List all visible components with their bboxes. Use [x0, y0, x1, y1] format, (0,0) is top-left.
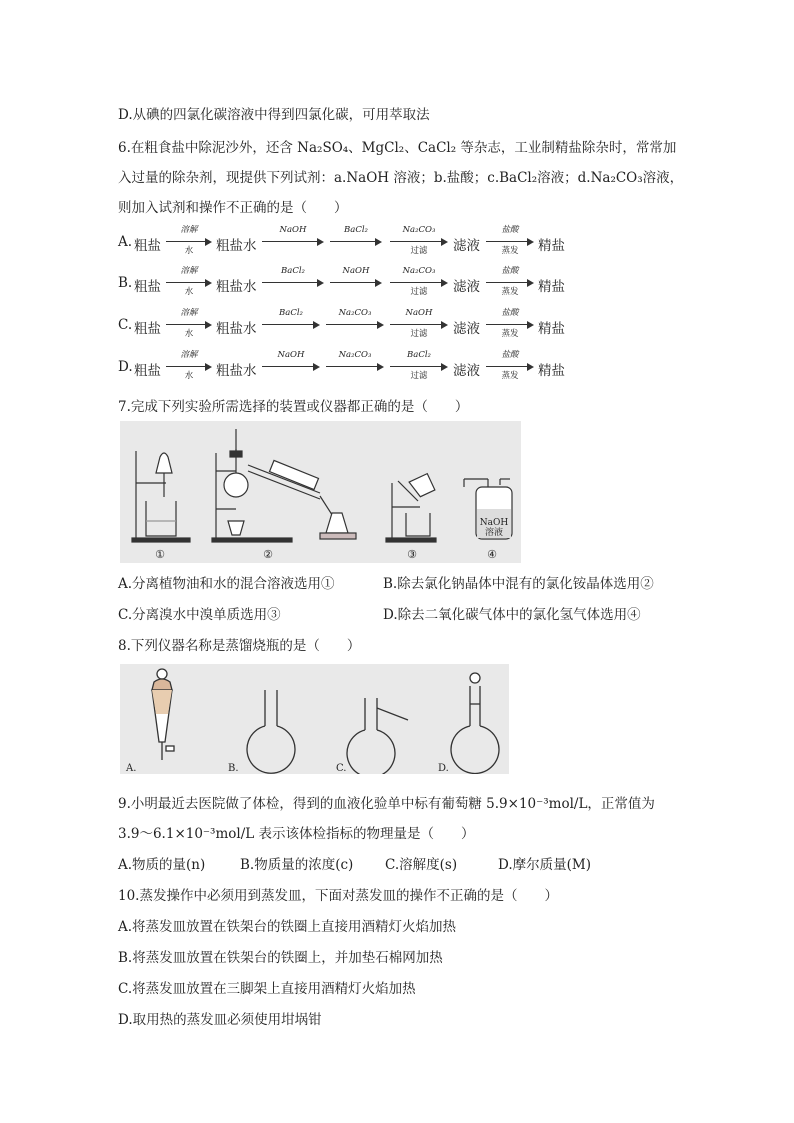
separatory-funnel-icon — [152, 669, 174, 760]
distillation-setup-icon — [212, 429, 356, 542]
flow-filtrate: 滤液 — [453, 279, 480, 295]
flow-start: 粗盐 — [134, 279, 161, 295]
flow-arrow: Na₂CO₃ 过滤 — [390, 225, 448, 259]
apparatus-drawing — [120, 421, 521, 563]
q8-stem: 8.下列仪器名称是蒸馏烧瓶的是（ ） — [118, 638, 361, 654]
flow-mid: 粗盐水 — [216, 279, 257, 295]
flow-filtrate: 滤液 — [453, 321, 480, 337]
volumetric-flask-icon — [451, 673, 499, 773]
round-bottom-flask-icon — [247, 690, 295, 773]
flow-mid: 粗盐水 — [216, 363, 257, 379]
q9-option-d: D.摩尔质量(M) — [498, 857, 591, 873]
flow-arrow: 溶解 水 — [166, 225, 212, 259]
separatory-funnel-setup-icon — [132, 451, 190, 542]
q7-option-b: B.除去氯化钠晶体中混有的氯化铵晶体选用② — [383, 576, 654, 592]
figure-label-a: A. — [126, 763, 137, 774]
q6-option-a — [118, 225, 718, 259]
q9-stem-line-1: 9.小明最近去医院做了体检，得到的血液化验单中标有葡萄糖 5.9×10⁻³mol/L，正常值为 — [118, 796, 655, 812]
flow-end: 精盐 — [538, 238, 565, 254]
q10-option-c: C.将蒸发皿放置在三脚架上直接用酒精灯火焰加热 — [118, 981, 416, 997]
flow-arrow: NaOH — [262, 350, 320, 384]
figure-label-3: ③ — [407, 548, 417, 561]
flow-arrow: BaCl₂ — [262, 308, 320, 342]
figure-label-4: ④ — [487, 548, 497, 561]
q9-option-b: B.物质量的浓度(c) — [240, 857, 354, 873]
flow-arrow: BaCl₂ — [262, 266, 324, 300]
flow-arrow: 溶解 水 — [166, 350, 212, 384]
figure-label-2: ② — [263, 548, 273, 561]
flow-end: 精盐 — [538, 363, 565, 379]
flow-arrow: NaOH — [330, 266, 382, 300]
q10-stem: 10.蒸发操作中必须用到蒸发皿，下面对蒸发皿的操作不正确的是（ ） — [118, 888, 558, 904]
flow-start: 粗盐 — [134, 363, 161, 379]
q9-stem-line-2: 3.9～6.1×10⁻³mol/L 表示该体检指标的物理量是（ ） — [118, 826, 475, 842]
q8-glassware-figure — [120, 664, 509, 774]
figure-label-c: C. — [336, 763, 347, 774]
q6-stem-line-1: 6.在粗食盐中除泥沙外，还含 Na₂SO₄、MgCl₂、CaCl₂ 等杂志，工业制精盐除杂时，常常加 — [118, 140, 677, 156]
q10-option-a: A.将蒸发皿放置在铁架台的铁圈上直接用酒精灯火焰加热 — [118, 919, 457, 935]
q10-option-d: D.取用热的蒸发皿必须使用坩埚钳 — [118, 1012, 322, 1028]
q6-option-c — [118, 308, 718, 342]
flow-arrow: NaOH — [262, 225, 324, 259]
option-letter: A. — [118, 234, 133, 250]
flow-arrow: 溶解 水 — [166, 266, 212, 300]
q6-option-d — [118, 350, 718, 384]
option-letter: D. — [118, 359, 133, 375]
flow-arrow: BaCl₂ — [330, 225, 382, 259]
solution-label: 溶液 — [484, 528, 504, 538]
q7-option-d: D.除去二氧化碳气体中的氯化氢气体选用④ — [383, 607, 641, 623]
distillation-flask-icon — [347, 698, 408, 774]
flow-start: 粗盐 — [134, 238, 161, 254]
q7-option-a: A.分离植物油和水的混合溶液选用① — [118, 576, 335, 592]
q7-option-c: C.分离溴水中溴单质选用③ — [118, 607, 281, 623]
figure-label-d: D. — [438, 763, 449, 774]
option-letter: B. — [118, 275, 133, 291]
naoh-label: NaOH — [479, 518, 509, 528]
q9-option-c: C.溶解度(s) — [385, 857, 458, 873]
option-letter: C. — [118, 317, 133, 333]
flow-end: 精盐 — [538, 279, 565, 295]
q9-option-a: A.物质的量(n) — [118, 857, 206, 873]
figure-label-1: ① — [155, 548, 165, 561]
flow-start: 粗盐 — [134, 321, 161, 337]
flow-arrow: NaOH 过滤 — [390, 308, 448, 342]
q10-option-b: B.将蒸发皿放置在铁架台的铁圈上，并加垫石棉网加热 — [118, 950, 443, 966]
flow-arrow: Na₂CO₃ 过滤 — [390, 266, 448, 300]
q6-stem-line-2: 入过量的除杂剂，现提供下列试剂：a.NaOH 溶液；b.盐酸；c.BaCl₂溶液；d.Na₂CO₃溶液， — [118, 170, 684, 186]
flow-mid: 粗盐水 — [216, 321, 257, 337]
flow-arrow: 盐酸 蒸发 — [486, 350, 534, 384]
flow-arrow: 盐酸 蒸发 — [486, 225, 534, 259]
flow-arrow: 盐酸 蒸发 — [486, 308, 534, 342]
flow-arrow: 盐酸 蒸发 — [486, 266, 534, 300]
flow-filtrate: 滤液 — [453, 363, 480, 379]
flow-arrow: 溶解 水 — [166, 308, 212, 342]
figure-label-b: B. — [228, 763, 239, 774]
flow-arrow: BaCl₂ 过滤 — [390, 350, 448, 384]
q7-apparatus-figure — [120, 421, 521, 563]
glassware-drawing — [120, 664, 509, 774]
q5-option-d: D.从碘的四氯化碳溶液中得到四氯化碳，可用萃取法 — [118, 107, 430, 123]
q6-option-b — [118, 266, 718, 300]
q7-stem: 7.完成下列实验所需选择的装置或仪器都正确的是（ ） — [118, 399, 469, 415]
flow-arrow: Na₂CO₃ — [326, 350, 384, 384]
q6-stem-line-3: 则加入试剂和操作不正确的是（ ） — [118, 200, 348, 216]
flow-mid: 粗盐水 — [216, 238, 257, 254]
flow-arrow: Na₂CO₃ — [326, 308, 384, 342]
beaker-stand-setup-icon — [386, 474, 436, 542]
flow-filtrate: 滤液 — [453, 238, 480, 254]
flow-end: 精盐 — [538, 321, 565, 337]
